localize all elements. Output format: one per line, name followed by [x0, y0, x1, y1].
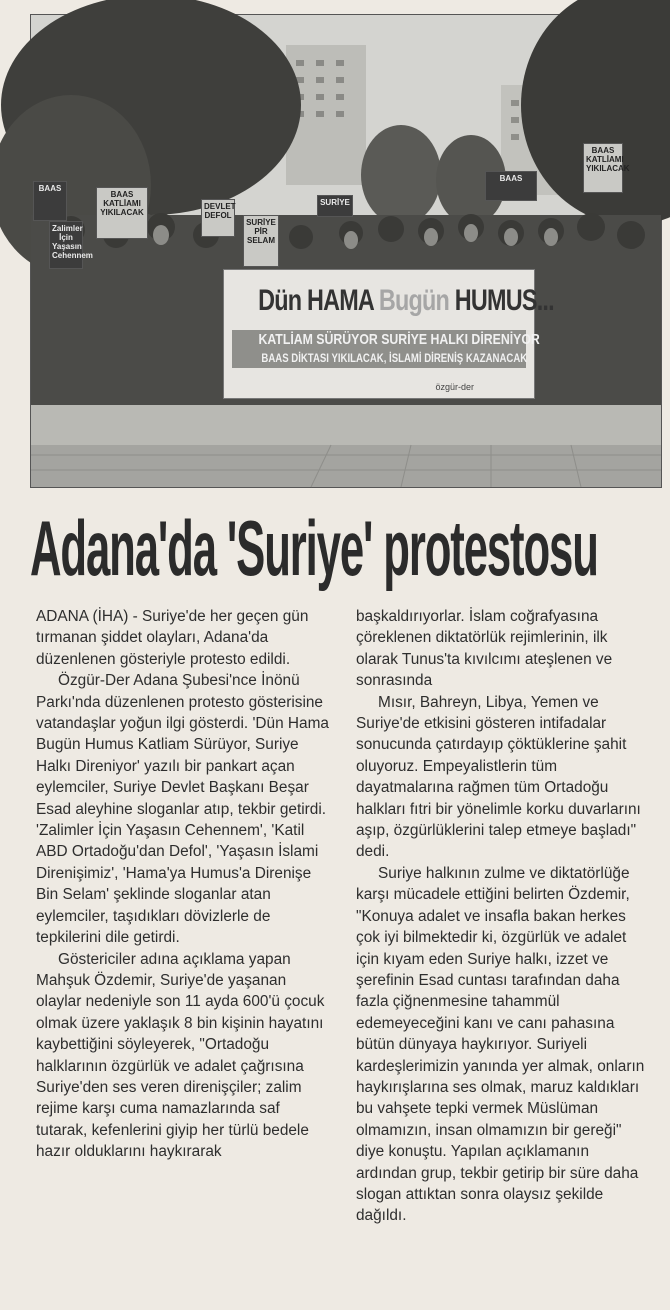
article-paragraph: Özgür-Der Adana Şubesi'nce İnönü Parkı'nda düzenlenen protesto gösterisine vatandaşlar yoğun ilgi gösterdi. 'Dün Hama Bugün Humus Katliam Sürüyor, Suriye Halkı Direniyor' yazılı bir pankart açan eylemciler, Suriye Devlet Başkanı Beşar Esad aleyhine sloganlar atıp, tekbir getirdi. 'Zalimler İçin Yaşasın Cehennem', 'Katil ABD Ortadoğu'dan Defol', 'Yaşasın İslami Direnişimiz', 'Hama'ya Humus'a Direnişe Bin Selam' şeklinde sloganlar atan eylemciler, taşıdıkları dövizlerle de tepkilerini dile getirdi. [36, 672, 329, 947]
article-paragraph: Mısır, Bahreyn, Libya, Yemen ve Suriye'de etkisini gösteren intifadalar sonucunda çatırdayıp çöktüklerine şahit oluyoruz. Empeyalistlerin tüm dayatmalarına rağmen tüm Ortadoğu halkları fıtri bir yönelimle korku duvarlarını aşıp, özgürlüklerini talep etmeye başladı" dedi. [356, 693, 641, 861]
article-paragraph: ADANA (İHA) - Suriye'de her geçen gün tırmanan şiddet olayları, Adana'da düzenlenen gösteriyle protesto edildi. [36, 608, 309, 668]
banner-band: KATLİAM SÜRÜYOR SURİYE HALKI DİRENİYOR BAAS DİKTASI YIKILACAK, İSLAMİ DİRENİŞ KAZANACAK [232, 330, 526, 368]
protest-sign: Zalimler İçin Yaşasın Cehennem [49, 221, 83, 269]
article-paragraph: Suriye halkının zulme ve diktatörlüğe karşı mücadele ettiğini belirten Özdemir, "Konuya adalet ve insafla bakan herkes çok iyi bilmektedir ki, özgürlük ve adalet için kıyam eden Suriye halkı, izzet ve şerefinin Esad cuntası tarafından daha fazla çiğnenmesine tahammül edemeyeceğini kanı ve canı pahasına bütün dünyaya haykırıyor. Suriyeli kardeşlerimizin yanında yer almak, onların haykırışlarına ses olmak, maruz kaldıkları bu vahşete tepki vermek Müslüman olmamızın, insan olmamızın bir gereği" diye konuştu. Yapılan açıklamanın ardından grup, tekbir getirip bir süre daha slogan attıktan sonra olaysız şekilde dağıldı. [356, 864, 645, 1225]
article-column-left [36, 606, 332, 1163]
protest-sign: BAAS KATLİAMI YIKILACAK [583, 143, 623, 193]
protest-sign: SURİYE [317, 195, 353, 217]
protest-sign: SURİYE PİR SELAM [243, 215, 279, 267]
article-headline: Adana'da 'Suriye' protestosu [30, 504, 598, 592]
protest-sign: BAAS [485, 171, 537, 201]
banner-logo: özgür-der [435, 382, 474, 392]
protest-sign: DEVLET DEFOL [201, 199, 235, 237]
article-column-right [356, 606, 652, 1227]
protest-scene [31, 15, 661, 487]
banner-slogan: Dün HAMA Bugün HUMUS... [258, 284, 554, 317]
protest-sign: BAAS KATLİAMI YIKILACAK [96, 187, 148, 239]
article-paragraph: Göstericiler adına açıklama yapan Mahşuk Özdemir, Suriye'de yaşanan olaylar nedeniyle son 11 ayda 600'ü çocuk olmak üzere yaklaşık 8 bin kişinin hayatını kaybettiğini söyleyerek, "Ortadoğu halklarının özgürlük ve adalet çağrısına Suriye'den ses veren direnişçiler; zalim rejime karşı cuma namazlarında saf tutarak, kefenlerini giyip her türlü bedele hazır olduklarını haykırarak [36, 950, 325, 1161]
article-paragraph: başkaldırıyorlar. İslam coğrafyasına çöreklenen diktatörlük rejimlerinin, ilk olarak Tunus'ta kıvılcımı ateşlenen ve sonrasında [356, 608, 613, 690]
protest-sign: BAAS [33, 181, 67, 221]
headline-container [30, 500, 662, 600]
protest-banner [223, 269, 554, 399]
news-photo [30, 14, 662, 488]
